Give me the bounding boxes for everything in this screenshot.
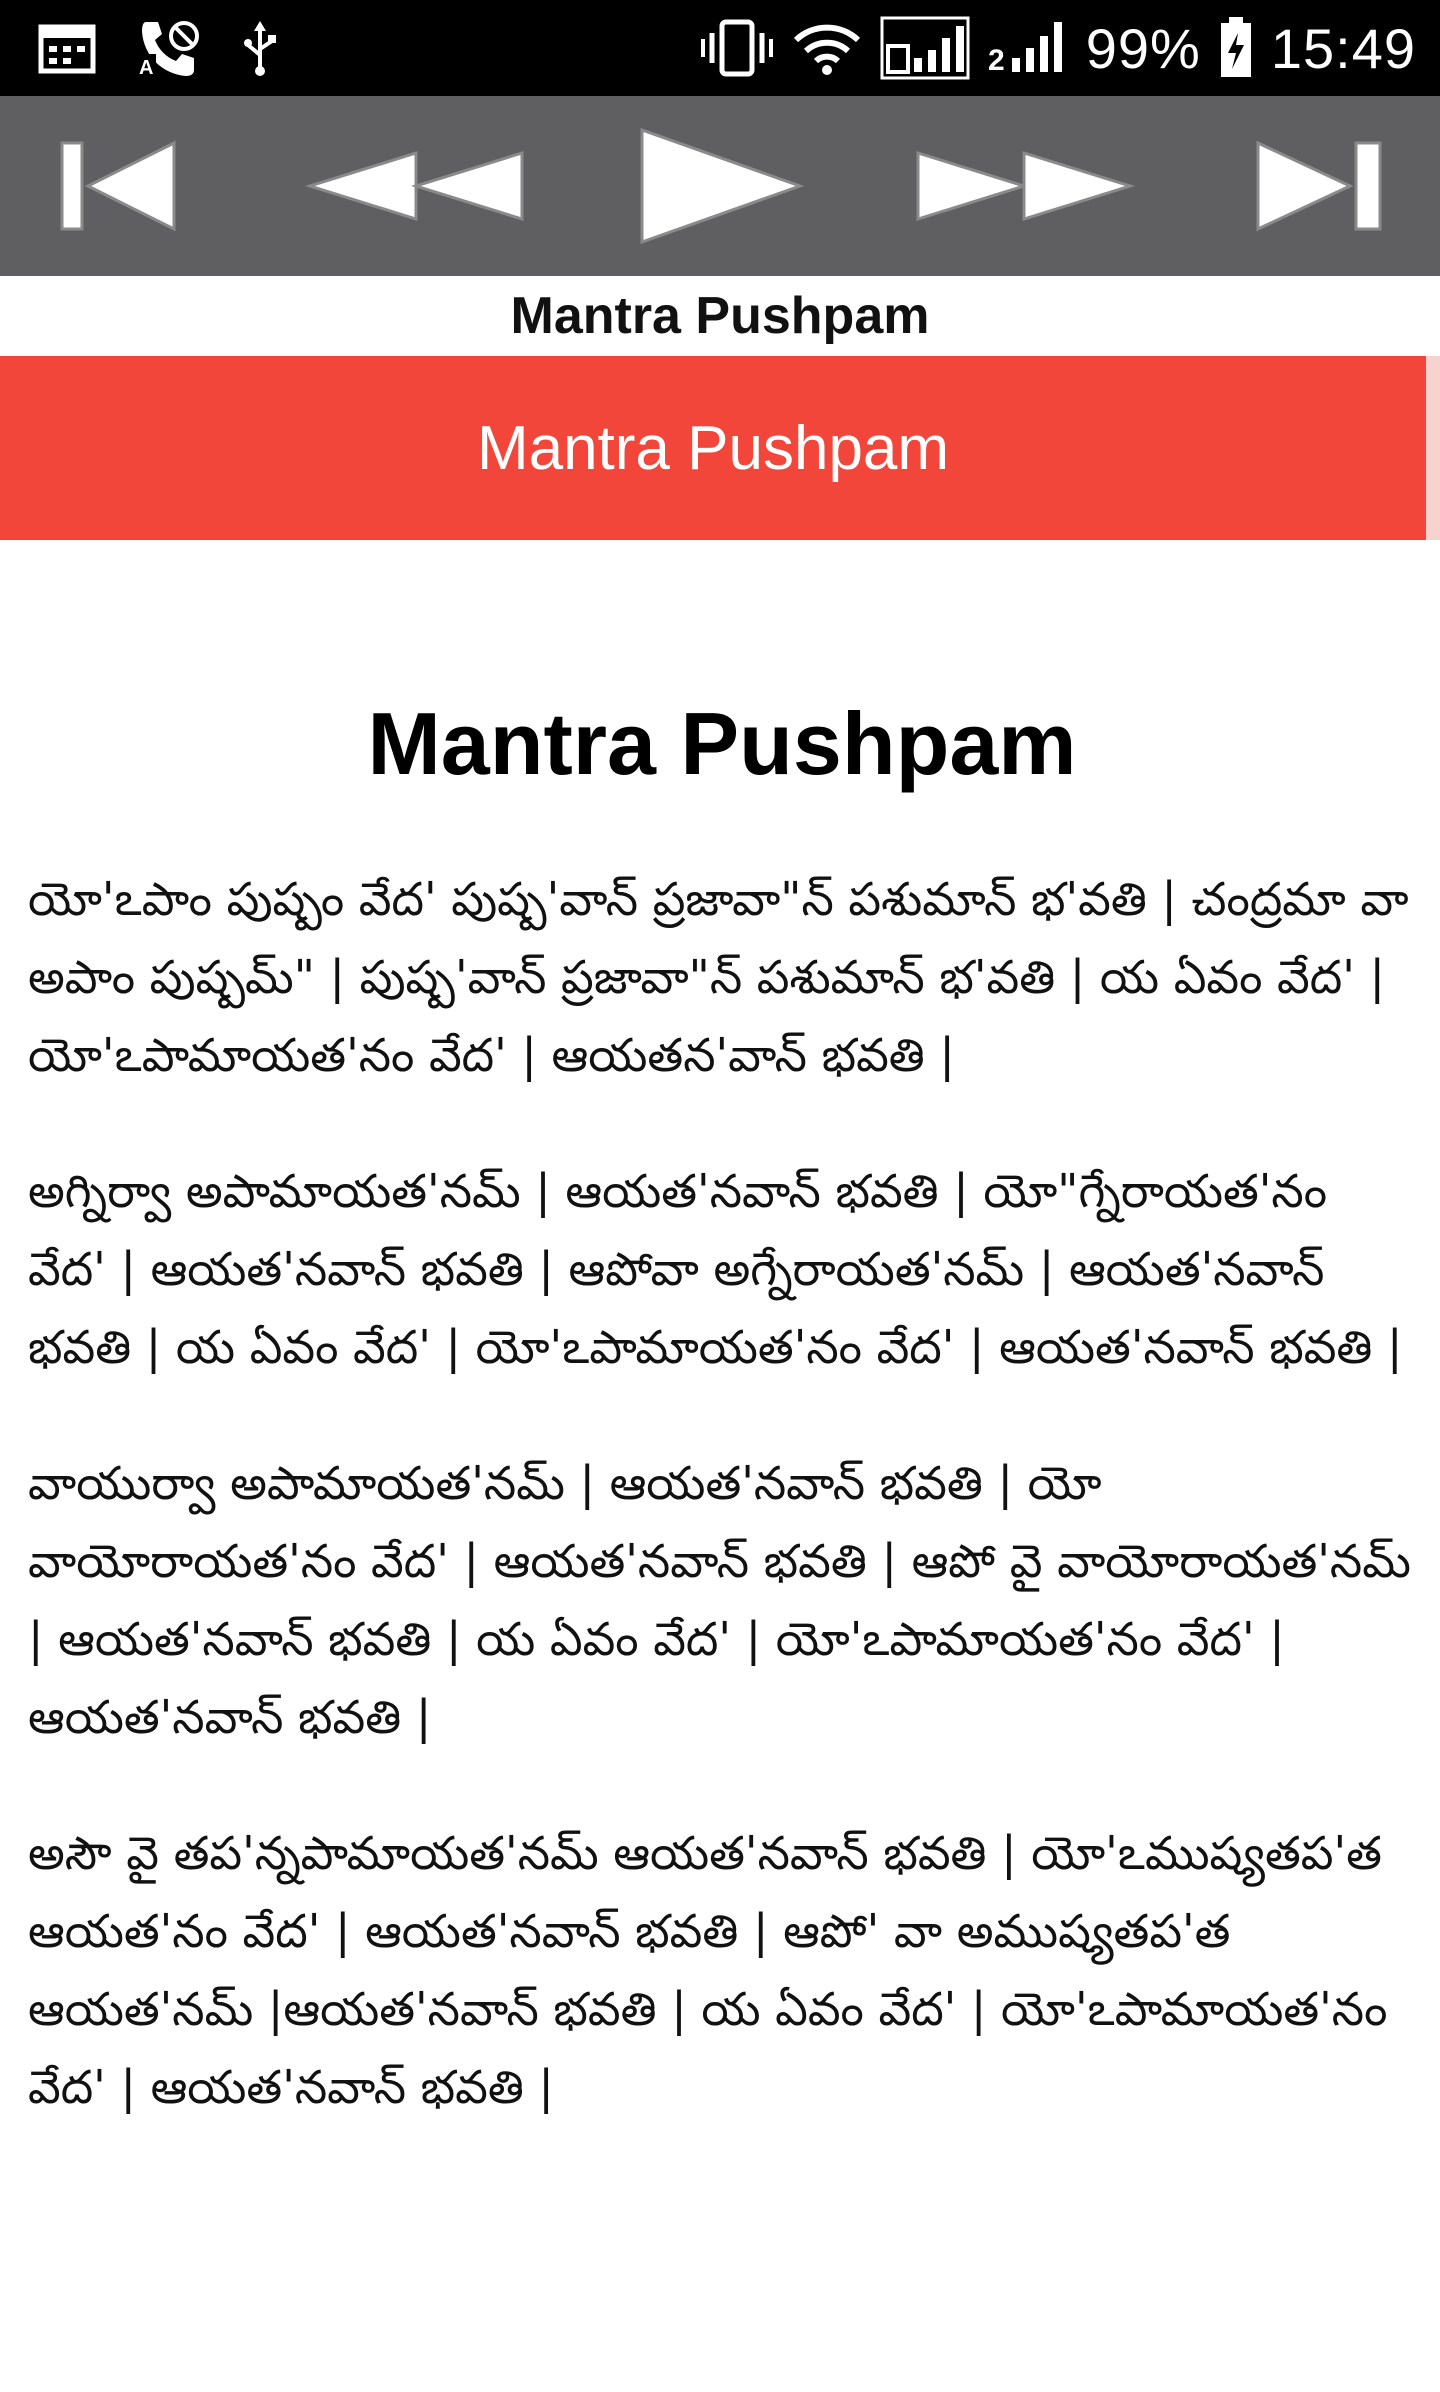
page-title: Mantra Pushpam — [510, 287, 930, 345]
header-edge — [1426, 356, 1440, 540]
skip-previous-button[interactable] — [48, 124, 188, 248]
media-control-bar — [0, 96, 1440, 276]
skip-next-icon — [1246, 131, 1396, 241]
content-area — [28, 660, 1416, 2184]
signal-1-icon — [880, 16, 970, 80]
play-button[interactable] — [630, 124, 810, 248]
svg-text:A: A — [139, 57, 154, 79]
rewind-button[interactable] — [300, 124, 530, 248]
fast-forward-icon — [910, 131, 1140, 241]
fast-forward-button[interactable] — [910, 124, 1140, 248]
verse-paragraph: అగ్నిర్వా అపామాయత'నమ్ | ఆయత'నవాన్ భవతి | యో"గ్నేరాయత'నం వేద' | ఆయత'నవాన్ భవతి | ఆపోవా అగ్నేరాయత'నమ్ | ఆయత'నవాన్ భవతి | య ఏవం వేద' | యో'ఽపామాయత'నం వేద' | ఆయత'నవాన్ భవతి | — [28, 1164, 1403, 1374]
verse-paragraph: యో'ఽపాం పుష్పం వేద' పుష్ప'వాన్ ప్రజావా"న్ పశుమాన్ భ'వతి | చంద్రమా వా అపాం పుష్పమ్" | పుష్ప'వాన్ ప్రజావా"న్ పశుమాన్ భ'వతి | య ఏవం వేద' | యో'ఽపామాయత'నం వేద' | ఆయతన'వాన్ భవతి | — [28, 872, 1409, 1082]
header-title: Mantra Pushpam — [0, 356, 1426, 540]
calendar-icon — [38, 24, 96, 74]
verse-paragraph: అసౌ వై తప'న్నపామాయత'నమ్ ఆయత'నవాన్ భవతి | యో'ఽముష్యతప'త ఆయత'నం వేద' | ఆయత'నవాన్ భవతి | ఆపో' వా అముష్యతప'త ఆయత'నమ్ |ఆయత'నవాన్ భవతి | య ఏవం వేద' | యో'ఽపామాయత'నం వేద' | ఆయత'నవాన్ భవతి | — [28, 1826, 1388, 2114]
battery-icon — [1219, 17, 1253, 79]
battery-percent: 99% — [1085, 16, 1201, 80]
skip-next-button[interactable] — [1246, 124, 1396, 248]
wifi-icon — [792, 20, 862, 76]
verse-paragraph: వాయుర్వా అపామాయత'నమ్ | ఆయత'నవాన్ భవతి | యో వాయోరాయత'నం వేద' | ఆయత'నవాన్ భవతి | ఆపో వై వాయోరాయత'నమ్ | ఆయత'నవాన్ భవతి | య ఏవం వేద' | యో'ఽపామాయత'నం వేద' | ఆయత'నవాన్ భవతి | — [28, 1456, 1411, 1744]
status-bar — [0, 0, 1440, 96]
usb-icon — [242, 21, 278, 77]
clock: 15:49 — [1270, 16, 1416, 80]
sim2-label: 2 — [987, 44, 1005, 77]
call-blocked-icon — [136, 18, 202, 80]
skip-previous-icon — [48, 131, 188, 241]
rewind-icon — [300, 131, 530, 241]
content-heading: Mantra Pushpam — [367, 694, 1077, 793]
vibrate-icon — [700, 19, 774, 77]
signal-2-icon — [988, 18, 1068, 78]
play-icon — [630, 124, 810, 248]
